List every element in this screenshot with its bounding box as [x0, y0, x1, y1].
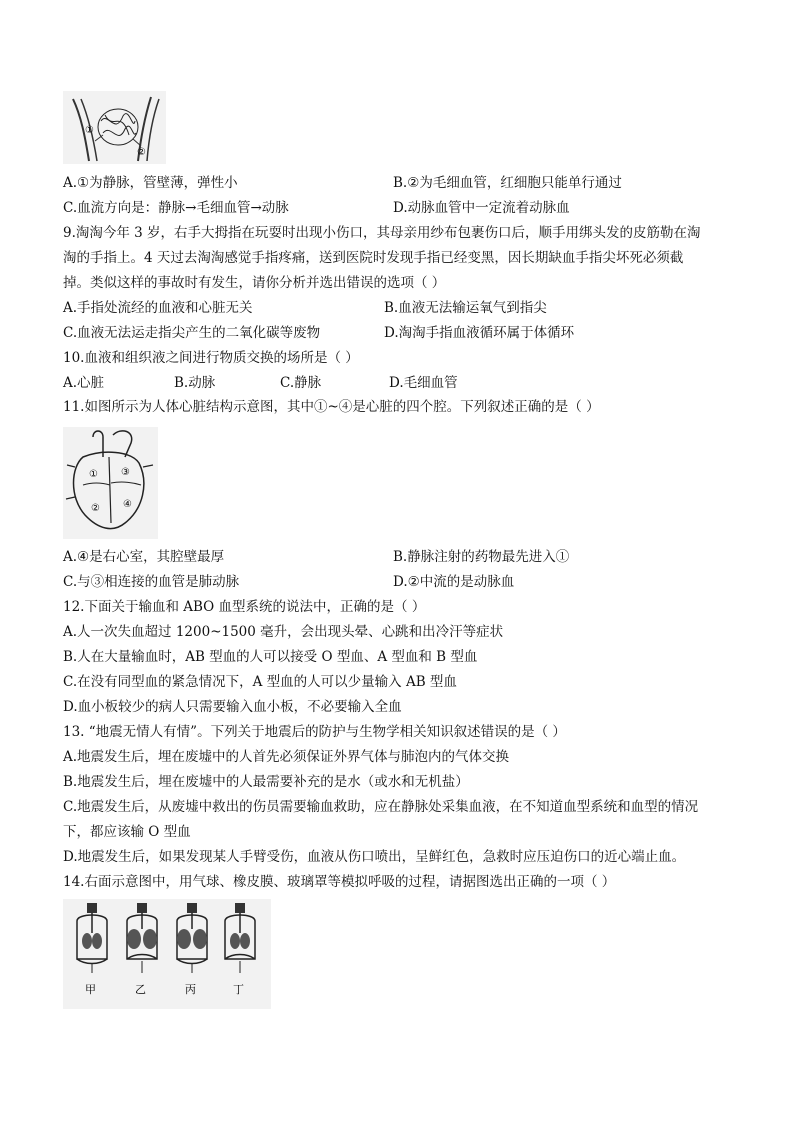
q13-option-a: A.地震发生后，埋在废墟中的人首先必须保证外界气体与肺泡内的气体交换 [63, 749, 510, 765]
q11-option-b: B.静脉注射的药物最先进入① [393, 549, 570, 565]
q13-option-c-line-1: C.地震发生后，从废墟中救出的伤员需要输血救助，应在静脉处采集血液，在不知道血型系统和血型的情况 [63, 799, 699, 815]
q11-option-c: C.与③相连接的血管是肺动脉 [63, 574, 240, 590]
q12-stem: 12.下面关于输血和 ABO 血型系统的说法中，正确的是（ ） [63, 599, 426, 615]
q8-option-b: B.②为毛细血管，红细胞只能单行通过 [393, 175, 622, 191]
q8-option-d: D.动脉血管中一定流着动脉血 [393, 200, 570, 216]
q8-option-c: C.血流方向是：静脉→毛细血管→动脉 [63, 200, 289, 216]
q9-option-a: A.手指处流经的血液和心脏无关 [63, 300, 253, 316]
q13-option-c-line-2: 下，都应该输 O 型血 [63, 824, 191, 840]
jar-label-jia: 甲 [85, 983, 96, 996]
jar-yi [127, 903, 157, 996]
q12-option-a: A.人一次失血超过 1200~1500 毫升，会出现头晕、心跳和出冷汗等症状 [63, 624, 504, 640]
q9-stem-line-3: 掉。类似这样的事故时有发生，请你分析并选出错误的选项（ ） [63, 275, 446, 291]
jar-ding [225, 903, 255, 996]
jar-jia [77, 903, 107, 996]
q10-option-b: B.动脉 [174, 375, 216, 391]
q12-option-b: B.人在大量输血时，AB 型血的人可以接受 O 型血、A 型血和 B 型血 [63, 649, 478, 665]
q10-stem: 10.血液和组织液之间进行物质交换的场所是（ ） [63, 350, 359, 366]
heart-label-1: ① [89, 469, 98, 480]
heart-label-4: ④ [123, 499, 132, 510]
q11-option-a: A.④是右心室，其腔壁最厚 [63, 549, 225, 565]
q12-option-c: C.在没有同型血的紧急情况下，A 型血的人可以少量输入 AB 型血 [63, 674, 457, 690]
q11-stem: 11.如图所示为人体心脏结构示意图，其中①~④是心脏的四个腔。下列叙述正确的是（ ） [63, 399, 600, 415]
q13-option-d: D.地震发生后，如果发现某人手臂受伤，血液从伤口喷出，呈鲜红色，急救时应压迫伤口的近心端止血。 [63, 849, 686, 865]
q9-option-b: B.血液无法输运氧气到指尖 [384, 300, 547, 316]
blood-vessel-figure [63, 91, 166, 164]
q9-option-c: C.血液无法运走指尖产生的二氧化碳等废物 [63, 325, 321, 341]
heart-figure [63, 427, 158, 539]
breathing-model-figure [63, 899, 271, 1009]
q10-option-a: A.心脏 [63, 375, 105, 391]
q9-stem-line-1: 9.淘淘今年 3 岁，右手大拇指在玩耍时出现小伤口，其母亲用纱布包裹伤口后，顺手用绑头发的皮筋勒在淘 [63, 225, 701, 241]
heart-label-2: ② [91, 503, 100, 514]
q13-option-b: B.地震发生后，埋在废墟中的人最需要补充的是水（或水和无机盐） [63, 774, 469, 790]
q10-option-d: D.毛细血管 [389, 375, 458, 391]
jar-label-bing: 丙 [185, 983, 196, 996]
q11-option-d: D.②中流的是动脉血 [393, 574, 515, 590]
q8-option-a: A.①为静脉，管壁薄，弹性小 [63, 175, 238, 191]
figure-label-1: ① [85, 125, 94, 136]
jar-label-yi: 乙 [135, 983, 146, 996]
q9-option-d: D.淘淘手指血液循环属于体循环 [384, 325, 575, 341]
q13-stem: 13. “地震无情人有情”。下列关于地震后的防护与生物学相关知识叙述错误的是（ ） [63, 724, 566, 740]
q14-stem: 14.右面示意图中，用气球、橡皮膜、玻璃罩等模拟呼吸的过程，请据图选出正确的一项（ ） [63, 874, 616, 890]
jar-label-ding: 丁 [233, 983, 244, 996]
jar-bing [177, 903, 207, 996]
q10-option-c: C.静脉 [280, 375, 322, 391]
figure-label-2: ② [137, 147, 146, 158]
q12-option-d: D.血小板较少的病人只需要输入血小板，不必要输入全血 [63, 699, 402, 715]
heart-label-3: ③ [121, 467, 130, 478]
q9-stem-line-2: 淘的手指上。4 天过去淘淘感觉手指疼痛，送到医院时发现手指已经变黑，因长期缺血手指尖坏死必须截 [63, 250, 684, 266]
